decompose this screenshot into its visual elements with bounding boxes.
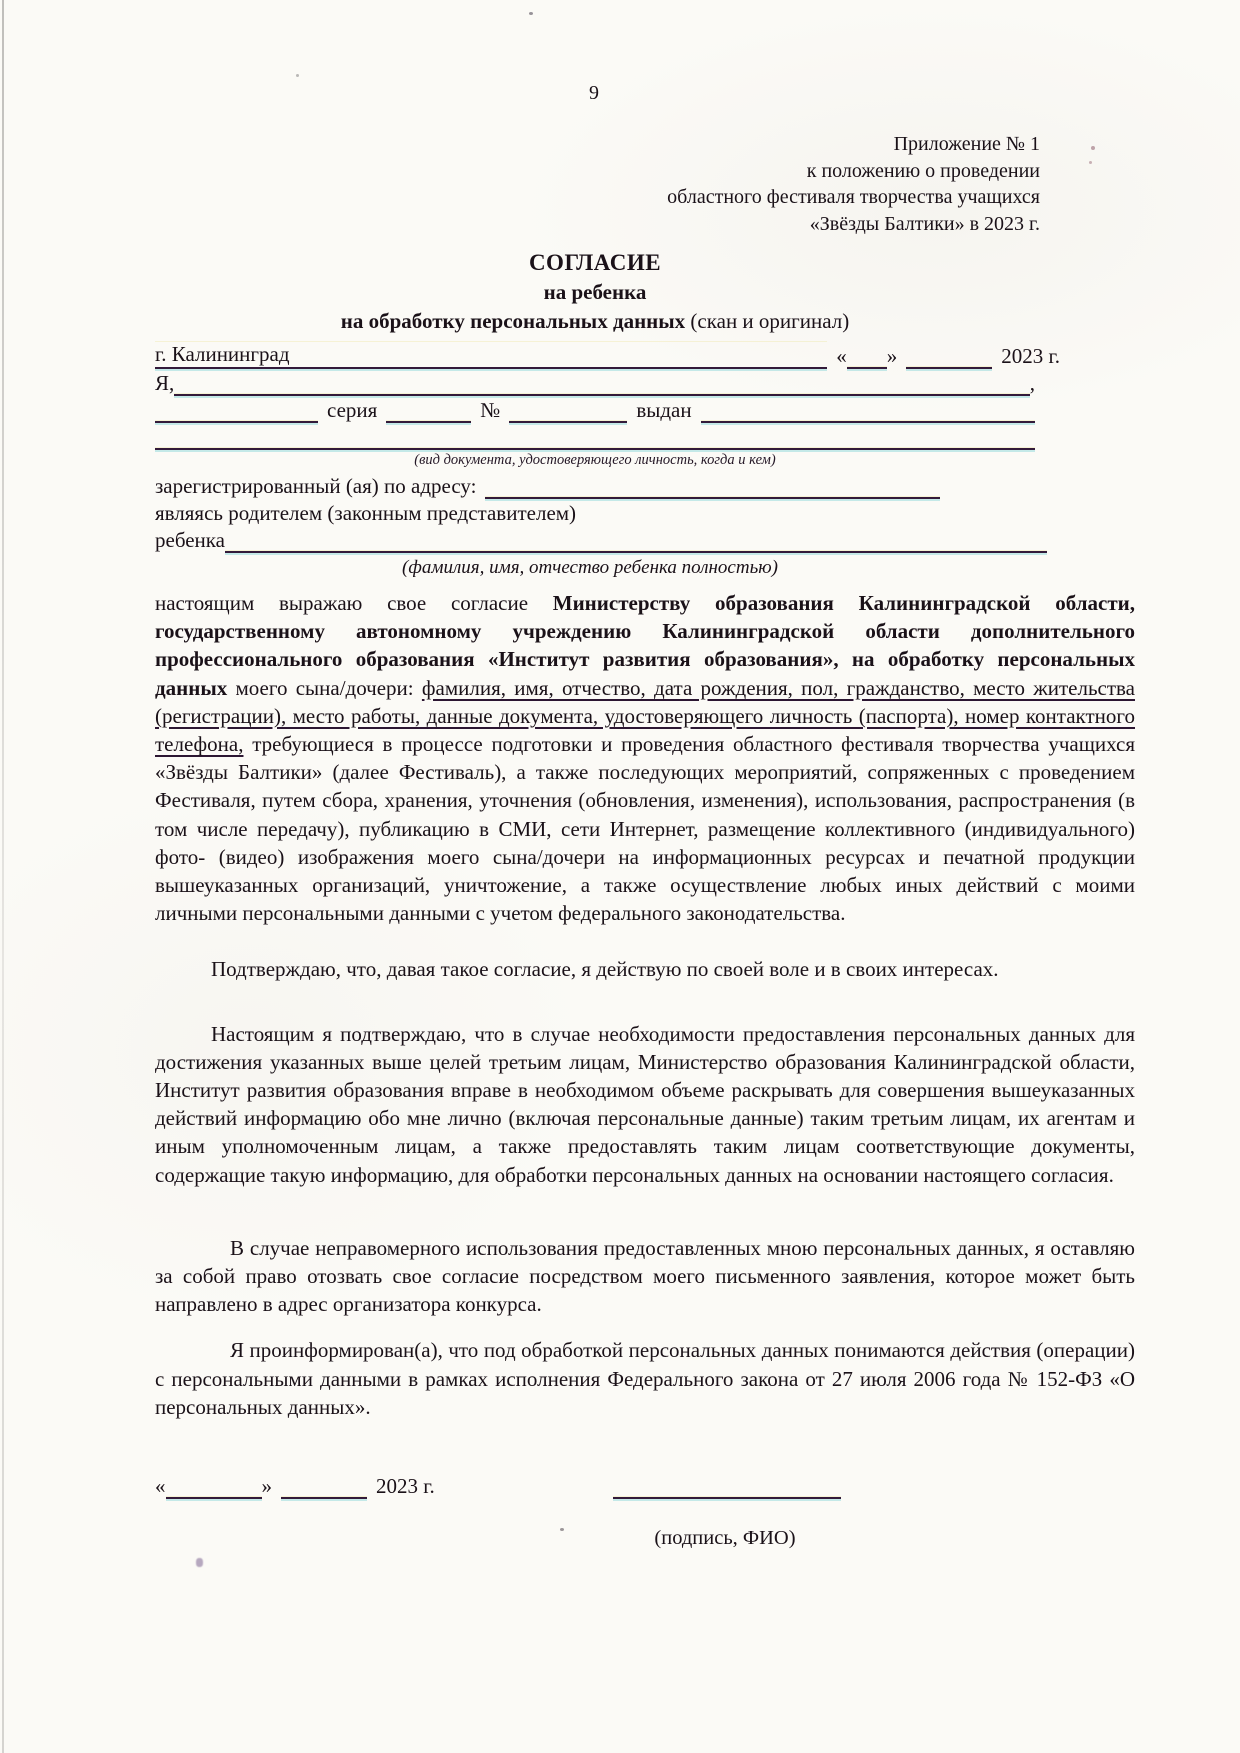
revocation-paragraph: В случае неправомерного использования предоставленных мною персональных данных, я оставляю за собой право отозвать свое согласие посредством моего письменного заявления, которое может быть направлено в адрес организатора конкурса. bbox=[155, 1235, 1135, 1317]
document-title bbox=[0, 250, 1215, 334]
trailing-comma: , bbox=[1029, 371, 1035, 395]
full-name-row bbox=[155, 369, 1035, 396]
title-main: СОГЛАСИЕ bbox=[528, 250, 662, 275]
address-blank bbox=[485, 497, 940, 499]
child-label: ребенка bbox=[155, 528, 225, 552]
footer-date-month-blank bbox=[281, 1497, 367, 1499]
date-close-quote: » bbox=[886, 344, 898, 368]
title-description-note: (скан и оригинал) bbox=[685, 309, 850, 333]
child-row bbox=[155, 526, 1047, 553]
child-name-caption: (фамилия, имя, отчество ребенка полностью) bbox=[402, 557, 778, 578]
consent-text-start: настоящим выражаю свое согласие bbox=[155, 591, 553, 615]
city-label: г. Калининград bbox=[155, 342, 290, 366]
date-month-blank bbox=[906, 367, 992, 369]
document-type-caption: (вид документа, удостоверяющего личность, когда и кем) bbox=[414, 452, 776, 468]
issued-label: выдан bbox=[636, 398, 692, 422]
appendix-header-line: к положению о проведении bbox=[806, 159, 1040, 182]
consent-operator-names: Министерству образования Калининградской области, государственному автономному учреждению Калининградской области дополнительного профессионального образования «Институт развития образования», на обработку персональных данных bbox=[155, 591, 1135, 700]
number-blank bbox=[509, 421, 627, 423]
footer-date-open-quote: « bbox=[155, 1474, 166, 1499]
consent-data-list: фамилия, имя, отчество, дата рождения, пол, гражданство, место жительства (регистрации), место работы, данные документа, удостоверяющего личность (паспорта), номер контактного телефона, bbox=[155, 675, 1135, 757]
appendix-header-line: областного фестиваля творчества учащихся bbox=[667, 186, 1040, 208]
appendix-header bbox=[0, 131, 1040, 237]
document-type-blank bbox=[155, 421, 318, 423]
page-number: 9 bbox=[589, 82, 599, 104]
title-description-bold: на обработку персональных данных bbox=[340, 309, 686, 333]
title-description bbox=[0, 308, 1215, 334]
city-and-date-row bbox=[155, 342, 1060, 369]
appendix-header-line: Приложение № 1 bbox=[893, 133, 1040, 155]
number-label: № bbox=[480, 398, 501, 422]
appendix-header-line: «Звёзды Балтики» в 2023 г. bbox=[809, 212, 1040, 235]
signature-blank bbox=[613, 1497, 841, 1499]
address-label: зарегистрированный (ая) по адресу: bbox=[155, 474, 477, 498]
scan-speck bbox=[1089, 161, 1092, 164]
issued-by-continuation-row bbox=[155, 423, 1035, 450]
issued-by-blank bbox=[701, 421, 1035, 423]
issued-by-blank-2 bbox=[155, 448, 1035, 450]
consent-text-end: требующиеся в процессе подготовки и проведения областного фестиваля творчества учащихся «Звёзды Балтики» (далее Фестиваль), а также последующих мероприятий, сопряженных с проведением Фестиваля, путем сбора, хранения, уточнения (обновления, изменения), использования, распространения (в том числе передачу), публикацию в СМИ, сети Интернет, размещение коллективного (индивидуального) фото- (видео) изображения моего сына/дочери на информационных ресурсах и печатной продукции вышеуказанных организаций, уничтожение, а также осуществление любых иных действий с моими личными персональными данными с учетом федерального законодательства. bbox=[155, 732, 1135, 926]
consent-paragraph bbox=[155, 589, 1135, 927]
signature-caption: (подпись, ФИО) bbox=[654, 1527, 796, 1550]
date-open-quote: « bbox=[836, 344, 847, 368]
series-label: серия bbox=[327, 398, 378, 422]
date-year-label: 2023 г. bbox=[1001, 344, 1060, 368]
law-reference-paragraph: Я проинформирован(а), что под обработкой персональных данных понимаются действия (операции) с персональными данными в рамках исполнения Федерального закона от 27 июля 2006 года № 152-ФЗ «О персональных данных». bbox=[155, 1338, 1135, 1419]
third-parties-paragraph: Настоящим я подтверждаю, что в случае необходимости предоставления персональных данных для достижения указанных выше целей третьим лицам, Министерство образования Калининградской области, Институт развития образования вправе в необходимом объеме раскрывать для совершения вышеуказанных действий информацию обо мне лично (включая персональные данные) таким третьим лицам, их агентам и иным уполномоченным лицам, а также предоставлять таким лицам соответствующие документы, содержащие такую информацию, для обработки персональных данных на основании настоящего согласия. bbox=[155, 1021, 1135, 1187]
address-row bbox=[155, 472, 940, 499]
scan-speck bbox=[1091, 146, 1095, 150]
form-body bbox=[155, 342, 1135, 1550]
footer-date-close-quote: » bbox=[261, 1474, 272, 1499]
child-name-blank bbox=[225, 551, 1047, 553]
parent-row bbox=[155, 499, 1135, 526]
full-name-blank bbox=[174, 394, 1029, 396]
consent-text-middle: моего сына/дочери: bbox=[227, 675, 422, 700]
passport-row bbox=[155, 396, 1035, 423]
city-blank-line bbox=[155, 342, 827, 369]
confirmation-paragraph: Подтверждаю, что, давая такое согласие, я действую по своей воле и в своих интересах. bbox=[211, 957, 999, 982]
scan-speck bbox=[560, 1528, 564, 1531]
i-label: Я, bbox=[155, 371, 175, 395]
series-blank bbox=[386, 421, 471, 423]
parent-label: являясь родителем (законным представителем) bbox=[155, 501, 577, 525]
signature-date-row bbox=[155, 1471, 1135, 1499]
scan-speck bbox=[196, 1558, 203, 1567]
date-day-blank bbox=[847, 367, 887, 369]
title-subject: на ребенка bbox=[543, 280, 647, 304]
footer-date-year-label: 2023 г. bbox=[376, 1474, 435, 1499]
footer-date-day-blank bbox=[166, 1497, 262, 1499]
